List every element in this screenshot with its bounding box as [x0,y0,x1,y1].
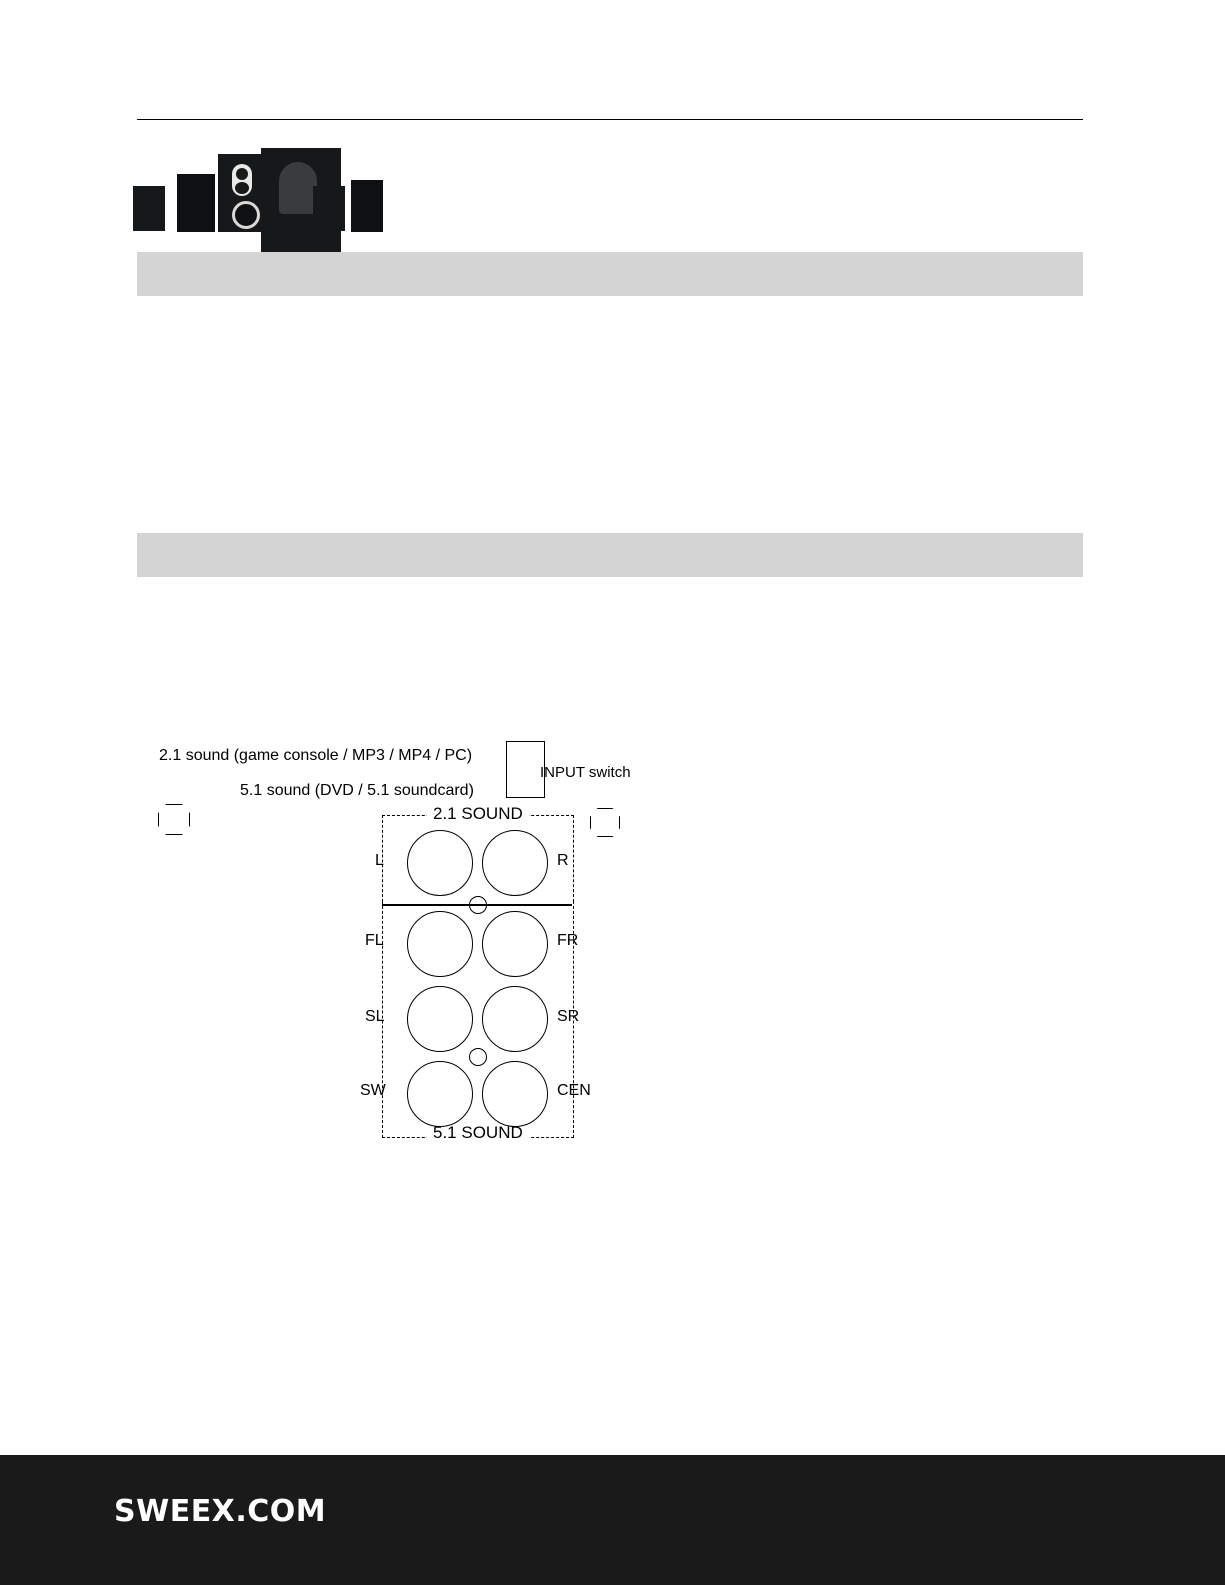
speaker-driver-bottom [235,182,249,194]
diagram-label-5-1-sources: 5.1 sound (DVD / 5.1 soundcard) [240,782,474,799]
jack-FR[interactable] [482,911,548,977]
speaker-woofer-cone [232,201,260,229]
subwoofer-port [279,162,317,214]
input-switch-label: INPUT switch [540,764,631,781]
footer-logo: SWEEX.COM [114,1494,327,1529]
section-heading-bar-2 [137,533,1083,577]
jack-R[interactable] [482,830,548,896]
jack-label-SW: SW [360,1082,386,1099]
panel-screw-middle-lower-icon [469,1048,487,1066]
jack-SL[interactable] [407,986,473,1052]
panel-title-5-1: 5.1 SOUND [427,1123,529,1143]
speaker-driver-top [236,168,248,180]
jack-FL[interactable] [407,911,473,977]
jack-SW[interactable] [407,1061,473,1127]
diagram-label-2-1-sources: 2.1 sound (game console / MP3 / MP4 / PC) [159,747,473,764]
jack-label-L: L [375,852,384,869]
panel-title-2-1: 2.1 SOUND [427,804,529,824]
speaker-satellite-1 [133,186,165,231]
jack-label-SR: SR [557,1008,580,1025]
jack-CEN[interactable] [482,1061,548,1127]
speaker-satellite-3 [313,186,345,231]
connection-panel-diagram [137,718,697,1168]
jack-label-SL: SL [365,1008,385,1025]
panel-screw-right-icon [590,808,620,837]
jack-label-CEN: CEN [557,1082,591,1099]
panel-divider-line [382,904,572,906]
speaker-satellite-2 [177,174,215,232]
product-image [133,148,383,253]
jack-label-FR: FR [557,932,579,949]
speaker-satellite-4 [351,180,383,232]
jack-label-R: R [557,852,569,869]
jack-SR[interactable] [482,986,548,1052]
header-divider [137,119,1083,120]
jack-L[interactable] [407,830,473,896]
jack-label-FL: FL [365,932,384,949]
panel-screw-left-icon [158,804,190,835]
section-heading-bar-1 [137,252,1083,296]
